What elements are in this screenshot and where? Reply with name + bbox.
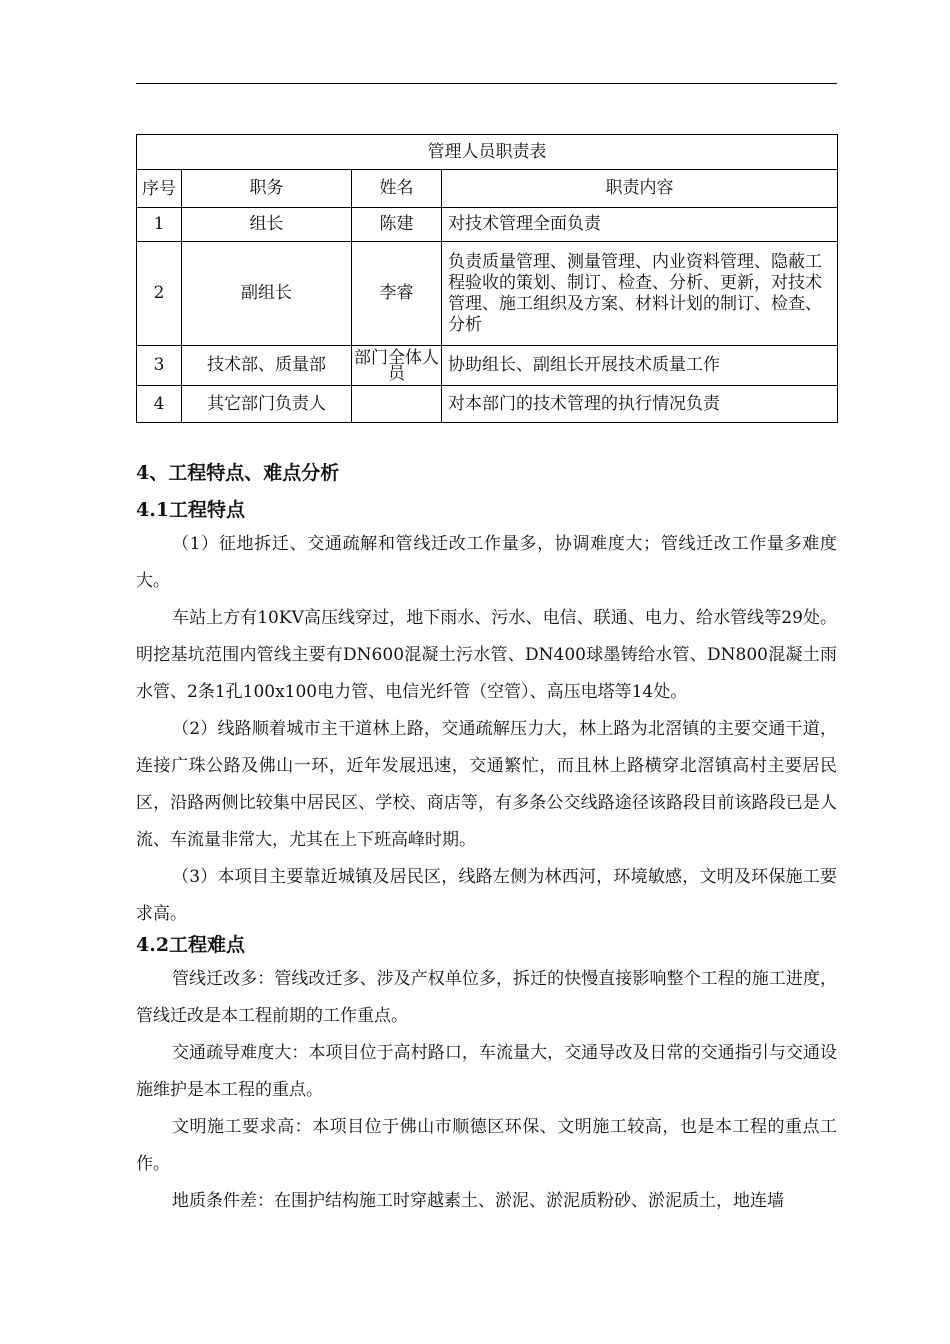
cell-name xyxy=(352,386,442,423)
cell-index: 3 xyxy=(137,346,182,386)
paragraph: （1）征地拆迁、交通疏解和管线迁改工作量多，协调难度大；管线迁改工作量多难度大。 xyxy=(136,534,837,591)
header-index: 序号 xyxy=(137,170,182,208)
header-rule xyxy=(136,83,837,84)
table-row xyxy=(137,242,838,346)
header-duties: 职责内容 xyxy=(442,170,838,208)
section-heading: 4、工程特点、难点分析 xyxy=(136,462,340,484)
paragraph: 车站上方有10KV高压线穿过，地下雨水、污水、电信、联通、电力、给水管线等29处。明挖基坑范围内管线主要有DN600混凝土污水管、DN400球墨铸给水管、DN800混凝土雨水管、2条1孔100x100电力管、电信光纤管（空管）、高压电塔等14处。 xyxy=(136,608,837,702)
cell-duties: 负责质量管理、测量管理、内业资料管理、隐蔽工程验收的策划、制订、检查、分析、更新，对技术管理、施工组织及方案、材料计划的制订、检查、分析 xyxy=(442,242,838,346)
paragraph: 管线迁改多：管线改迁多、涉及产权单位多，拆迁的快慢直接影响整个工程的施工进度，管线迁改是本工程前期的工作重点。 xyxy=(136,969,837,1026)
cell-index: 1 xyxy=(137,208,182,242)
table-header-row xyxy=(137,170,838,208)
duty-table xyxy=(136,134,838,423)
header-name: 姓名 xyxy=(352,170,442,208)
cell-duties: 协助组长、副组长开展技术质量工作 xyxy=(442,346,838,386)
header-position: 职务 xyxy=(182,170,352,208)
table-title: 管理人员职责表 xyxy=(137,135,838,170)
cell-position: 技术部、质量部 xyxy=(182,346,352,386)
subsection-heading: 4.2工程难点 xyxy=(136,934,246,956)
paragraph: （2）线路顺着城市主干道林上路，交通疏解压力大，林上路为北滘镇的主要交通干道，连接广珠公路及佛山一环，近年发展迅速，交通繁忙，而且林上路横穿北滘镇高村主要居民区，沿路两侧比较集中居民区、学校、商店等，有多条公交线路途径该路段目前该路段已是人流、车流量非常大，尤其在上下班高峰时期。 xyxy=(136,719,837,850)
cell-name: 李睿 xyxy=(352,242,442,346)
paragraph: 文明施工要求高：本项目位于佛山市顺德区环保、文明施工较高，也是本工程的重点工作。 xyxy=(136,1117,837,1174)
paragraph: 交通疏导难度大：本项目位于高村路口，车流量大，交通导改及日常的交通指引与交通设施维护是本工程的重点。 xyxy=(136,1043,837,1100)
cell-duties: 对本部门的技术管理的执行情况负责 xyxy=(442,386,838,423)
cell-position: 副组长 xyxy=(182,242,352,346)
cell-position: 组长 xyxy=(182,208,352,242)
paragraph: （3）本项目主要靠近城镇及居民区，线路左侧为林西河，环境敏感，文明及环保施工要求高。 xyxy=(136,867,837,924)
table-row xyxy=(137,346,838,386)
cell-name: 部门全体人员 xyxy=(352,346,442,386)
table-row xyxy=(137,386,838,423)
table-row xyxy=(137,208,838,242)
cell-index: 2 xyxy=(137,242,182,346)
cell-position: 其它部门负责人 xyxy=(182,386,352,423)
cell-index: 4 xyxy=(137,386,182,423)
subsection-heading: 4.1工程特点 xyxy=(136,499,246,521)
table-title-row xyxy=(137,135,838,170)
cell-name: 陈建 xyxy=(352,208,442,242)
paragraph: 地质条件差：在围护结构施工时穿越素土、淤泥、淤泥质粉砂、淤泥质土，地连墙 xyxy=(172,1191,784,1211)
cell-duties: 对技术管理全面负责 xyxy=(442,208,838,242)
